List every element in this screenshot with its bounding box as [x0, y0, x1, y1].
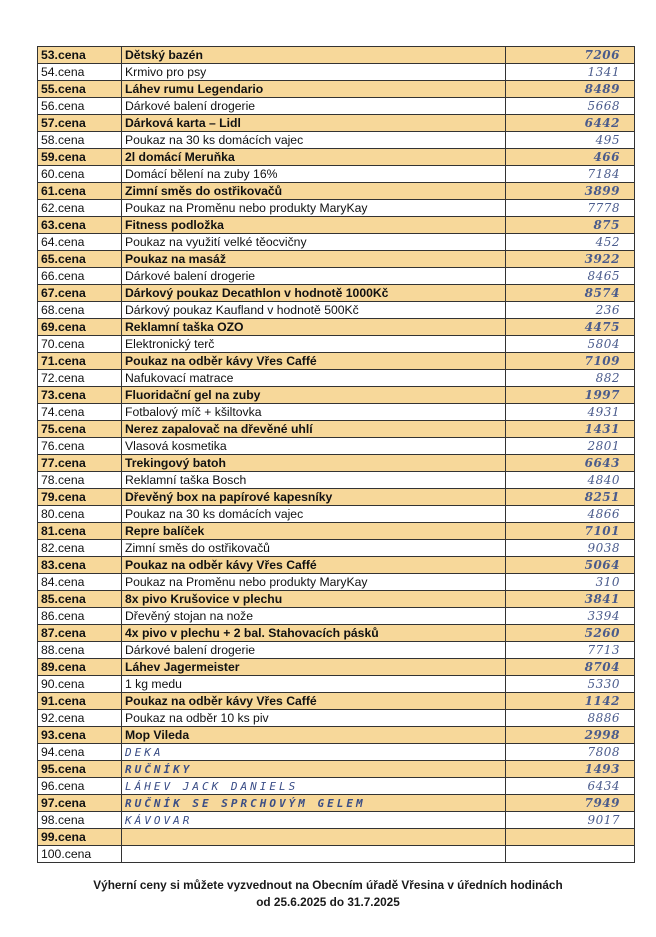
prize-row — [38, 234, 635, 251]
winning-ticket-number: 4475 — [506, 319, 635, 336]
prize-name: 1 kg medu — [122, 676, 506, 693]
prize-number: 78.cena — [38, 472, 122, 489]
prize-number: 62.cena — [38, 200, 122, 217]
prize-number: 84.cena — [38, 574, 122, 591]
winning-ticket-number: 8886 — [506, 710, 635, 727]
prize-name: LÁHEV JACK DANIELS — [122, 778, 506, 795]
prize-number: 93.cena — [38, 727, 122, 744]
prize-number: 53.cena — [38, 47, 122, 64]
prize-name: Zimní směs do ostřikovačů — [122, 540, 506, 557]
prize-name: Domácí bělení na zuby 16% — [122, 166, 506, 183]
winning-ticket-number: 7101 — [506, 523, 635, 540]
prize-number: 95.cena — [38, 761, 122, 778]
winning-ticket-number: 7808 — [506, 744, 635, 761]
prize-row — [38, 557, 635, 574]
winning-ticket-number: 4840 — [506, 472, 635, 489]
prize-name: Nafukovací matrace — [122, 370, 506, 387]
prize-row — [38, 98, 635, 115]
winning-ticket-number: 8574 — [506, 285, 635, 302]
prize-number: 91.cena — [38, 693, 122, 710]
prize-number: 71.cena — [38, 353, 122, 370]
prize-name: Reklamní taška Bosch — [122, 472, 506, 489]
prize-number: 77.cena — [38, 455, 122, 472]
prize-number: 87.cena — [38, 625, 122, 642]
prize-row — [38, 47, 635, 64]
prize-row — [38, 421, 635, 438]
prize-row — [38, 217, 635, 234]
prize-number: 63.cena — [38, 217, 122, 234]
prize-number: 55.cena — [38, 81, 122, 98]
prize-row — [38, 370, 635, 387]
prize-number: 94.cena — [38, 744, 122, 761]
prize-number: 89.cena — [38, 659, 122, 676]
prize-name: Dřevěný box na papírové kapesníky — [122, 489, 506, 506]
prize-name: Poukaz na Proměnu nebo produkty MaryKay — [122, 574, 506, 591]
prize-row — [38, 574, 635, 591]
winning-ticket-number: 7109 — [506, 353, 635, 370]
prize-name: DEKA — [122, 744, 506, 761]
prize-number: 75.cena — [38, 421, 122, 438]
prize-row — [38, 251, 635, 268]
prize-list — [38, 47, 635, 863]
winning-ticket-number: 3899 — [506, 183, 635, 200]
prize-table — [37, 46, 635, 863]
winning-ticket-number: 9017 — [506, 812, 635, 829]
winning-ticket-number: 2801 — [506, 438, 635, 455]
prize-row — [38, 506, 635, 523]
prize-row — [38, 625, 635, 642]
prize-row — [38, 183, 635, 200]
prize-number: 90.cena — [38, 676, 122, 693]
winning-ticket-number: 310 — [506, 574, 635, 591]
winning-ticket-number: 8489 — [506, 81, 635, 98]
winning-ticket-number: 5668 — [506, 98, 635, 115]
prize-number: 80.cena — [38, 506, 122, 523]
prize-row — [38, 353, 635, 370]
prize-name: Poukaz na odběr kávy Vřes Caffé — [122, 557, 506, 574]
prize-number: 88.cena — [38, 642, 122, 659]
prize-number: 74.cena — [38, 404, 122, 421]
winning-ticket-number: 5804 — [506, 336, 635, 353]
prize-row — [38, 455, 635, 472]
prize-number: 70.cena — [38, 336, 122, 353]
prize-number: 68.cena — [38, 302, 122, 319]
prize-name: Poukaz na masáž — [122, 251, 506, 268]
winning-ticket-number: 3841 — [506, 591, 635, 608]
winning-ticket-number — [506, 846, 635, 863]
pickup-dates: od 25.6.2025 do 31.7.2025 — [256, 895, 400, 909]
prize-name: RUČNÍK SE SPRCHOVÝM GELEM — [122, 795, 506, 812]
winning-ticket-number: 6442 — [506, 115, 635, 132]
prize-row — [38, 710, 635, 727]
prize-name: Elektronický terč — [122, 336, 506, 353]
prize-number: 100.cena — [38, 846, 122, 863]
prize-name: Repre balíček — [122, 523, 506, 540]
winning-ticket-number: 8251 — [506, 489, 635, 506]
winning-ticket-number: 7206 — [506, 47, 635, 64]
prize-row — [38, 115, 635, 132]
prize-name: Dárkový poukaz Kaufland v hodnotě 500Kč — [122, 302, 506, 319]
prize-name — [122, 829, 506, 846]
prize-number: 61.cena — [38, 183, 122, 200]
prize-row — [38, 846, 635, 863]
prize-name: RUČNÍKY — [122, 761, 506, 778]
prize-name: Dárkové balení drogerie — [122, 642, 506, 659]
prize-name: Dřevěný stojan na nože — [122, 608, 506, 625]
prize-name: Dárkové balení drogerie — [122, 98, 506, 115]
winning-ticket-number: 4931 — [506, 404, 635, 421]
pickup-info: Výherní ceny si můžete vyzvednout na Obecním úřadě Vřesina v úředních hodinách — [93, 878, 563, 892]
prize-number: 76.cena — [38, 438, 122, 455]
winning-ticket-number: 5260 — [506, 625, 635, 642]
prize-name: Zimní směs do ostřikovačů — [122, 183, 506, 200]
winning-ticket-number: 1997 — [506, 387, 635, 404]
prize-name: Dárková karta – Lidl — [122, 115, 506, 132]
prize-name: Krmivo pro psy — [122, 64, 506, 81]
prize-name: Poukaz na 30 ks domácích vajec — [122, 506, 506, 523]
prize-number: 72.cena — [38, 370, 122, 387]
prize-name: Nerez zapalovač na dřevěné uhlí — [122, 421, 506, 438]
prize-number: 64.cena — [38, 234, 122, 251]
prize-name: Poukaz na Proměnu nebo produkty MaryKay — [122, 200, 506, 217]
prize-number: 92.cena — [38, 710, 122, 727]
prize-number: 67.cena — [38, 285, 122, 302]
prize-name: Trekingový batoh — [122, 455, 506, 472]
prize-number: 97.cena — [38, 795, 122, 812]
prize-row — [38, 812, 635, 829]
prize-name: Poukaz na odběr kávy Vřes Caffé — [122, 353, 506, 370]
prize-name: Vlasová kosmetika — [122, 438, 506, 455]
winning-ticket-number: 7949 — [506, 795, 635, 812]
prize-name: Fitness podložka — [122, 217, 506, 234]
winning-ticket-number: 9038 — [506, 540, 635, 557]
prize-name: KÁVOVAR — [122, 812, 506, 829]
prize-row — [38, 693, 635, 710]
prize-number: 69.cena — [38, 319, 122, 336]
winning-ticket-number: 3922 — [506, 251, 635, 268]
prize-row — [38, 268, 635, 285]
prize-row — [38, 319, 635, 336]
prize-row — [38, 642, 635, 659]
prize-row — [38, 438, 635, 455]
prize-name: Poukaz na odběr kávy Vřes Caffé — [122, 693, 506, 710]
winning-ticket-number: 8465 — [506, 268, 635, 285]
prize-number: 83.cena — [38, 557, 122, 574]
prize-row — [38, 302, 635, 319]
prize-row — [38, 285, 635, 302]
prize-row — [38, 200, 635, 217]
winning-ticket-number — [506, 829, 635, 846]
prize-name: Poukaz na 30 ks domácích vajec — [122, 132, 506, 149]
winning-ticket-number: 4866 — [506, 506, 635, 523]
winning-ticket-number: 495 — [506, 132, 635, 149]
winning-ticket-number: 2998 — [506, 727, 635, 744]
prize-row — [38, 336, 635, 353]
prize-row — [38, 608, 635, 625]
prize-row — [38, 489, 635, 506]
prize-number: 98.cena — [38, 812, 122, 829]
winning-ticket-number: 1431 — [506, 421, 635, 438]
winning-ticket-number: 5064 — [506, 557, 635, 574]
prize-number: 82.cena — [38, 540, 122, 557]
prize-number: 59.cena — [38, 149, 122, 166]
winning-ticket-number: 7184 — [506, 166, 635, 183]
prize-number: 57.cena — [38, 115, 122, 132]
prize-name: Dárkový poukaz Decathlon v hodnotě 1000Kč — [122, 285, 506, 302]
winning-ticket-number: 882 — [506, 370, 635, 387]
prize-name — [122, 846, 506, 863]
prize-number: 54.cena — [38, 64, 122, 81]
prize-row — [38, 64, 635, 81]
prize-row — [38, 761, 635, 778]
prize-row — [38, 778, 635, 795]
prize-name: 2l domácí Meruňka — [122, 149, 506, 166]
prize-number: 81.cena — [38, 523, 122, 540]
winning-ticket-number: 3394 — [506, 608, 635, 625]
prize-row — [38, 132, 635, 149]
prize-name: Reklamní taška OZO — [122, 319, 506, 336]
winning-ticket-number: 6643 — [506, 455, 635, 472]
prize-number: 60.cena — [38, 166, 122, 183]
prize-row — [38, 387, 635, 404]
prize-row — [38, 166, 635, 183]
prize-name: Mop Vileda — [122, 727, 506, 744]
prize-name: Láhev Jagermeister — [122, 659, 506, 676]
winning-ticket-number: 236 — [506, 302, 635, 319]
prize-name: Poukaz na odběr 10 ks piv — [122, 710, 506, 727]
prize-row — [38, 591, 635, 608]
prize-name: Dětský bazén — [122, 47, 506, 64]
winning-ticket-number: 7778 — [506, 200, 635, 217]
winning-ticket-number: 8704 — [506, 659, 635, 676]
prize-number: 79.cena — [38, 489, 122, 506]
prize-number: 73.cena — [38, 387, 122, 404]
prize-row — [38, 659, 635, 676]
prize-row — [38, 472, 635, 489]
winning-ticket-number: 6434 — [506, 778, 635, 795]
prize-name: Poukaz na využití velké těocvičny — [122, 234, 506, 251]
prize-number: 85.cena — [38, 591, 122, 608]
prize-number: 86.cena — [38, 608, 122, 625]
prize-number: 65.cena — [38, 251, 122, 268]
winning-ticket-number: 5330 — [506, 676, 635, 693]
prize-name: Dárkové balení drogerie — [122, 268, 506, 285]
winning-ticket-number: 7713 — [506, 642, 635, 659]
prize-row — [38, 829, 635, 846]
winning-ticket-number: 466 — [506, 149, 635, 166]
winning-ticket-number: 875 — [506, 217, 635, 234]
prize-number: 56.cena — [38, 98, 122, 115]
prize-name: Fotbalový míč + kšiltovka — [122, 404, 506, 421]
prize-row — [38, 795, 635, 812]
prize-number: 66.cena — [38, 268, 122, 285]
prize-number: 96.cena — [38, 778, 122, 795]
prize-name: Fluoridační gel na zuby — [122, 387, 506, 404]
winning-ticket-number: 1142 — [506, 693, 635, 710]
prize-row — [38, 81, 635, 98]
winning-ticket-number: 1341 — [506, 64, 635, 81]
prize-row — [38, 404, 635, 421]
prize-name: 4x pivo v plechu + 2 bal. Stahovacích pásků — [122, 625, 506, 642]
prize-row — [38, 523, 635, 540]
prize-number: 99.cena — [38, 829, 122, 846]
winning-ticket-number: 1493 — [506, 761, 635, 778]
prize-row — [38, 727, 635, 744]
prize-row — [38, 149, 635, 166]
prize-name: Láhev rumu Legendario — [122, 81, 506, 98]
prize-name: 8x pivo Krušovice v plechu — [122, 591, 506, 608]
prize-number: 58.cena — [38, 132, 122, 149]
prize-row — [38, 744, 635, 761]
prize-row — [38, 540, 635, 557]
winning-ticket-number: 452 — [506, 234, 635, 251]
prize-row — [38, 676, 635, 693]
